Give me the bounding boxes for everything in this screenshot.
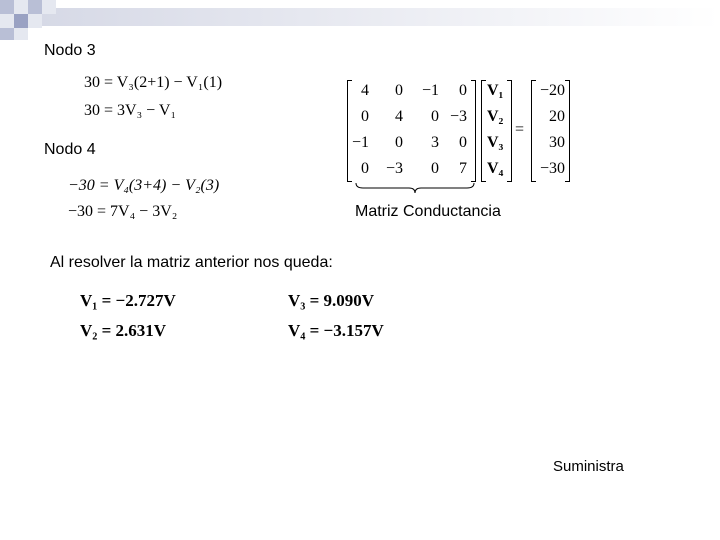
- vector-right-bracket: [507, 80, 512, 182]
- matrix-cell: 0: [459, 134, 467, 151]
- result-v4: V₄ = −3.157V: [288, 321, 384, 340]
- nodo-4-equation-2: −30 = 7V₄ − 3V₂: [68, 203, 178, 220]
- vector-cell: V₂: [487, 108, 504, 125]
- matrix-cell: 0: [395, 134, 403, 151]
- conductance-matrix-equation: [343, 80, 583, 184]
- matrix-cell: 0: [431, 108, 439, 125]
- matrix-cell: 4: [395, 108, 403, 125]
- rhs-cell: 20: [549, 108, 565, 125]
- matrix-cell: −3: [449, 108, 467, 125]
- matrix-cell: 0: [459, 82, 467, 99]
- result-v2: V₂ = 2.631V: [80, 321, 167, 340]
- conductance-underbrace: [355, 182, 475, 194]
- matrix-cell: 7: [459, 160, 467, 177]
- matrix-cell: −1: [351, 134, 369, 151]
- vector-cell: V₃: [487, 134, 504, 151]
- nodo-4-label: Nodo 4: [44, 141, 96, 158]
- decorative-header-squares: [0, 0, 720, 40]
- matrix-cell: −3: [385, 160, 403, 177]
- matrix-cell: 0: [361, 160, 369, 177]
- footer-text: Suministra: [553, 458, 624, 475]
- rhs-right-bracket: [565, 80, 570, 182]
- vector-cell: V₁: [487, 82, 504, 99]
- matrix-cell: 3: [431, 134, 439, 151]
- rhs-cell: 30: [549, 134, 565, 151]
- matrix-cell: 4: [361, 82, 369, 99]
- matrix-cell: 0: [395, 82, 403, 99]
- result-v1: V₁ = −2.727V: [80, 291, 176, 310]
- matrix-right-bracket: [471, 80, 476, 182]
- vector-cell: V₄: [487, 160, 504, 177]
- matrix-cell: 0: [431, 160, 439, 177]
- nodo-4-equation-1: −30 = V₄(3+4) − V₂(3): [68, 177, 220, 194]
- matrix-cell: −1: [421, 82, 439, 99]
- matrix-cell: 0: [361, 108, 369, 125]
- vector-left-bracket: [481, 80, 486, 182]
- nodo-3-equation-2: 30 = 3V₃ − V₁: [84, 102, 177, 119]
- rhs-cell: −30: [539, 160, 565, 177]
- nodo-3-equation-1: 30 = V₃(2+1) − V₁(1): [84, 74, 223, 91]
- equals-sign: =: [515, 121, 525, 138]
- nodo-3-label: Nodo 3: [44, 42, 96, 59]
- result-v3: V₃ = 9.090V: [288, 291, 375, 310]
- resolve-text: Al resolver la matriz anterior nos queda:: [50, 254, 333, 271]
- matrix-caption: Matriz Conductancia: [355, 203, 501, 220]
- rhs-cell: −20: [539, 82, 565, 99]
